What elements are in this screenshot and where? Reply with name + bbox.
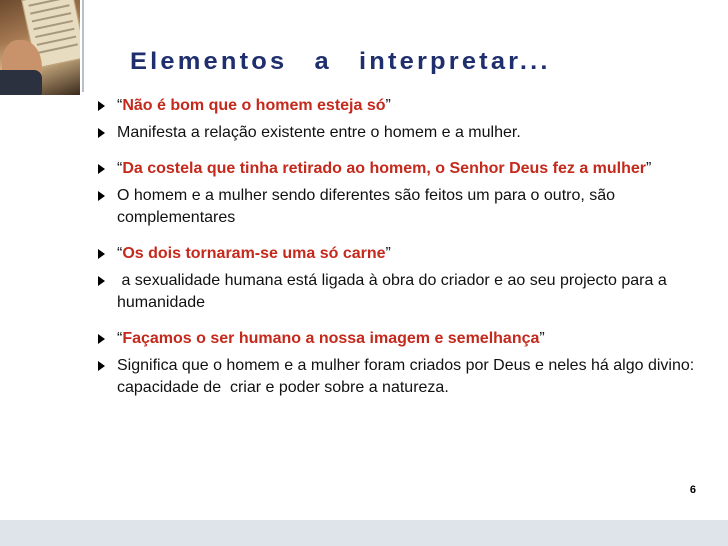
bullet-quote-4 (0, 328, 728, 350)
bullet-quote-2 (0, 158, 728, 180)
bullet-arrow-icon (98, 334, 105, 344)
sleeve-graphic (0, 70, 42, 95)
bullet-text: Significa que o homem e a mulher foram criados por Deus e neles há algo divino: capacidade de criar e poder sobre a natureza. (117, 357, 699, 396)
bullet-text: O homem e a mulher sendo diferentes são feitos um para o outro, são complementares (117, 187, 616, 226)
bullet-arrow-icon (98, 276, 105, 286)
bullet-list (0, 95, 728, 404)
quote-close-mark: ” (385, 245, 391, 262)
footer-band (0, 520, 728, 546)
bullet-quote-3 (0, 243, 728, 265)
bullet-text-2 (0, 185, 728, 229)
quote-close-mark: ” (539, 330, 545, 347)
quote-close-mark: ” (646, 160, 652, 177)
quote-text: Da costela que tinha retirado ao homem, o Senhor Deus fez a mulher (122, 160, 646, 177)
bullet-text-1 (0, 122, 728, 144)
quote-text: Não é bom que o homem esteja só (122, 97, 386, 114)
bullet-text-4 (0, 355, 728, 399)
quote-open-mark: “ (117, 160, 123, 177)
bullet-text-3 (0, 270, 728, 314)
bullet-arrow-icon (98, 361, 105, 371)
quote-open-mark: “ (117, 330, 123, 347)
quote-open-mark: “ (117, 97, 123, 114)
header-divider (82, 0, 84, 92)
bullet-text: Manifesta a relação existente entre o homem e a mulher. (117, 124, 521, 141)
quote-text: Os dois tornaram-se uma só carne (122, 245, 386, 262)
bullet-arrow-icon (98, 164, 105, 174)
bullet-quote-1 (0, 95, 728, 117)
bullet-arrow-icon (98, 191, 105, 201)
slide-title: Elementos a interpretar... (130, 48, 551, 75)
quote-open-mark: “ (117, 245, 123, 262)
bullet-arrow-icon (98, 128, 105, 138)
page-number: 6 (689, 484, 696, 496)
quote-close-mark: ” (385, 97, 391, 114)
quote-text: Façamos o ser humano a nossa imagem e semelhança (122, 330, 540, 347)
bullet-arrow-icon (98, 249, 105, 259)
bullet-arrow-icon (98, 101, 105, 111)
header-photo (0, 0, 80, 95)
bullet-text: a sexualidade humana está ligada à obra do criador e ao seu projecto para a humanidade (117, 272, 672, 311)
